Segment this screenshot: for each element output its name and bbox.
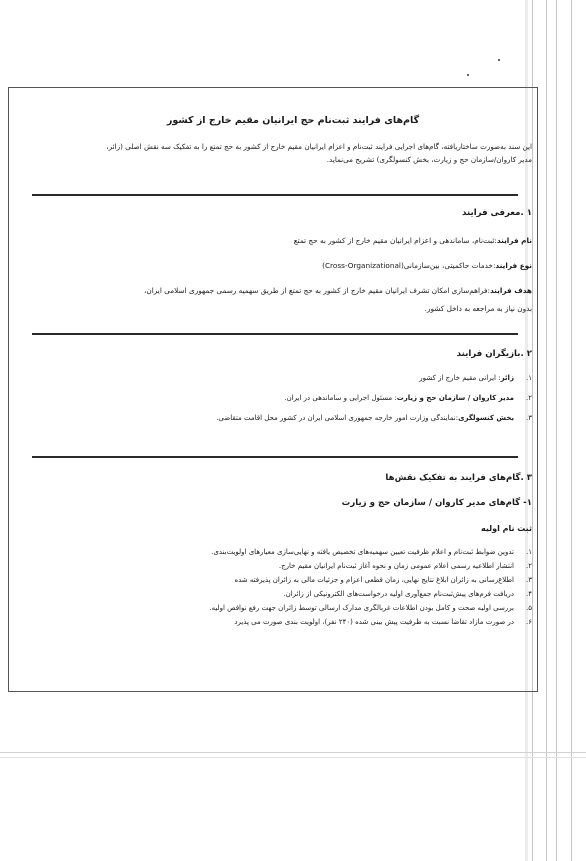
item-number: ۶. [526,618,532,626]
item-number: ۲. [526,394,532,402]
scan-speck [498,59,500,61]
item-text: بررسی اولیه صحت و کامل بودن اطلاعات غربالگری مدارک ارسالی توسط زائران جهت رفع نواقص اولیه. [209,604,514,612]
item-label: مدیر کاروان / سازمان حج و زیارت [396,394,514,402]
scan-artifact-line [0,752,586,753]
item-number: ۴. [526,590,532,598]
list-item [62,562,532,570]
list-item [62,576,532,584]
item-label: بخش کنسولگری [458,414,514,422]
section-divider [32,333,518,335]
section1-heading: ۱ .معرفی فرایند [462,208,532,218]
row-label: نوع فرایند [495,261,532,270]
item-number: ۵. [526,604,532,612]
scan-speck [467,74,469,76]
section-divider [32,194,518,196]
document-title: گام‌های فرایند ثبت‌نام حج ایرانیان مقیم خارج از کشور [166,115,420,126]
list-item [62,590,532,598]
item-text: اطلاع‌رسانی به زائران ابلاغ نتایج نهایی، زمان قطعی اعزام و جزئیات مالی به زائران پذیرفته شده [234,576,514,584]
item-text: : مسئول اجرایی و ساماندهی در ایران. [284,394,397,402]
item-number: ۳. [526,414,532,422]
list-item [62,394,532,402]
item-number: ۱. [526,374,532,382]
section3-subheading: ۱- گام‌های مدیر کاروان / سازمان حج و زیارت [341,498,532,508]
actors-list [62,374,532,422]
process-type-row [322,261,532,270]
row-label: هدف فرایند [489,286,532,295]
scan-artifact-line [546,0,547,861]
list-item [62,414,532,422]
row-text: :فراهم‌سازی امکان تشرف ایرانیان مقیم خارج از کشور به حج تمتع از طریق سهمیه رسمی جمهوری اسلامی ایران، [144,286,490,295]
item-text: : ایرانی مقیم خارج از کشور [419,374,501,382]
item-text: انتشار اطلاعیه رسمی اعلام عمومی زمان و نحوه آغاز ثبت‌نام ایرانیان مقیم خارج. [278,562,514,570]
item-label: زائر [500,374,514,382]
scan-artifact-line [0,757,586,758]
section-divider [32,456,518,458]
process-goal-continuation: بدون نیاز به مراجعه به داخل کشور. [424,304,532,313]
list-item [62,548,532,556]
item-text: تدوین ضوابط ثبت‌نام و اعلام ظرفیت تعیین سهمیه‌های تخصیص یافته و نهایی‌سازی معیارهای اولویت‌بندی. [211,548,514,556]
process-name-row [294,236,532,245]
item-number: ۳. [526,576,532,584]
item-number: ۱. [526,548,532,556]
scan-artifact-line [556,0,557,861]
steps-list [62,548,532,626]
item-text: :نمایندگی وزارت امور خارجه جمهوری اسلامی ایران در کشور محل اقامت متقاضی. [216,414,459,422]
process-goal-row [144,286,532,295]
item-text: در صورت مازاد تقاضا نسبت به ظرفیت پیش بینی شده (۲۴۰ نفر)، اولویت بندی صورت می پذیرد [234,618,514,626]
list-item [62,618,532,626]
section3-heading: ۳ .گام‌های فرایند به تفکیک نقش‌ها [385,473,532,483]
section2-heading: ۲ .بازیگران فرایند [456,349,532,359]
row-text: :خدمات حاکمیتی، بین‌سازمانی(Cross-Organizational) [322,261,496,270]
list-item [62,374,532,382]
intro-paragraph: این سند به‌صورت ساختاریافته، گام‌های اجرایی فرایند ثبت‌نام و اعزام ایرانیان مقیم خارج از کشور به حج تمتع را به تفکیک سه نقش اصلی (زائر، مدیر کاروان/سازمان حج و زیارت، بخش کنسولگری) تشریح می‌نماید. [106,142,532,164]
row-label: نام فرایند [496,236,532,245]
item-number: ۲. [526,562,532,570]
item-text: دریافت فرم‌های پیش‌ثبت‌نام جمع‌آوری اولیه درخواست‌های الکترونیکی از زائران. [283,590,514,598]
row-text: :ثبت‌نام، ساماندهی و اعزام ایرانیان مقیم خارج از کشور به حج تمتع [293,236,497,245]
list-item [62,604,532,612]
group-heading: ثبت نام اولیه [480,524,532,533]
scan-artifact-line [571,0,572,861]
